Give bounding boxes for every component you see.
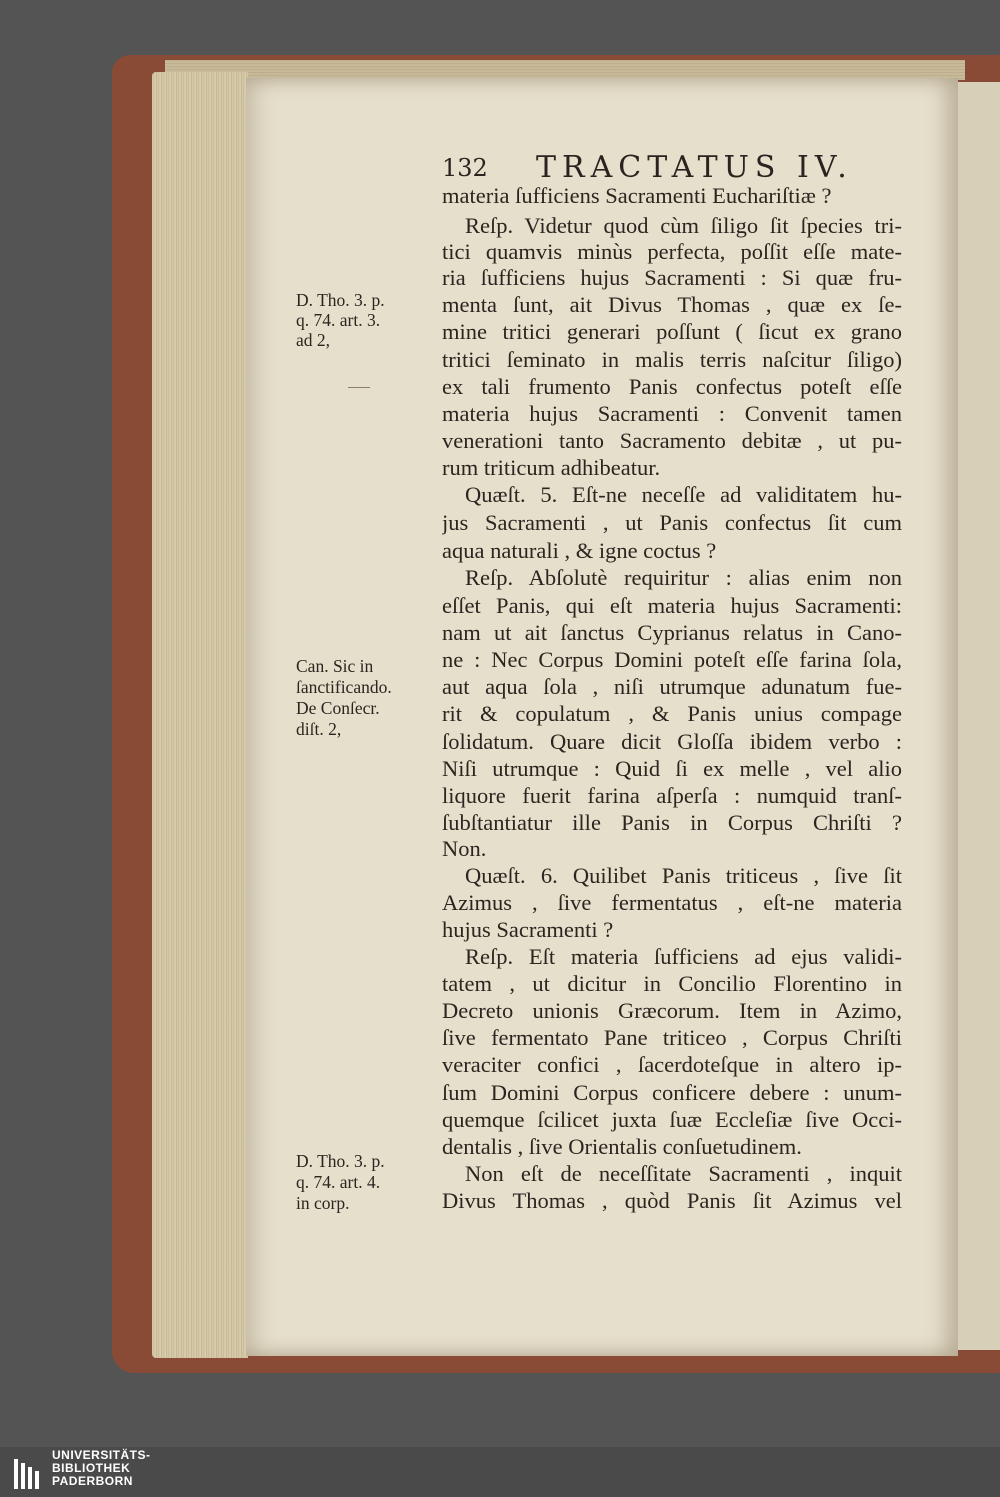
library-name <box>52 1449 151 1488</box>
text-line: Reſp. Eſt materia ſufficiens ad ejus validi- <box>465 944 902 969</box>
library-logo-icon <box>14 1459 44 1489</box>
text-line: tritici ſeminato in malis terris naſcitur ſiligo) <box>442 347 902 372</box>
text-line: Reſp. Videtur quod cùm ſiligo ſit ſpecies tri- <box>465 213 902 238</box>
margin-note: D. Tho. 3. p. <box>296 290 385 310</box>
margin-note: D. Tho. 3. p. <box>296 1151 385 1171</box>
text-line: ſive fermentato Pane triticeo , Corpus Chriſti <box>442 1025 902 1050</box>
text-line: Niſi utrumque : Quid ſi ex melle , vel alio <box>442 756 902 781</box>
text-line: dentalis , ſive Orientalis conſuetudinem. <box>442 1134 802 1159</box>
text-line: aqua naturali , & igne coctus ? <box>442 538 717 563</box>
library-footer <box>0 1447 1000 1497</box>
margin-note: q. 74. art. 4. <box>296 1172 381 1192</box>
text-line: ſubſtantiatur ille Panis in Corpus Chriſti ? <box>442 810 902 835</box>
facing-page-edge <box>952 82 1000 1350</box>
running-title: TRACTATUS IV. <box>536 150 853 185</box>
margin-note: q. 74. art. 3. <box>296 310 381 330</box>
margin-dash <box>348 387 370 388</box>
text-line: rum triticum adhibeatur. <box>442 455 661 480</box>
text-line: eſſet Panis, qui eſt materia hujus Sacramenti: <box>442 593 902 618</box>
page-number: 132 <box>442 154 488 182</box>
margin-note: De Conſecr. <box>296 698 380 718</box>
margin-note: Can. Sic in <box>296 656 374 676</box>
book-page-edges <box>152 72 248 1358</box>
text-line: Reſp. Abſolutè requiritur : alias enim non <box>465 565 902 590</box>
text-line: materia ſufficiens Sacramenti Euchariſtiæ ? <box>442 183 832 208</box>
library-name-line: PADERBORN <box>52 1474 133 1488</box>
margin-note: ſanctificando. <box>296 677 392 697</box>
text-line: tatem , ut dicitur in Concilio Florentino in <box>442 971 902 996</box>
text-line: menta ſunt, ait Divus Thomas , quæ ex ſe- <box>442 292 902 317</box>
text-line: quemque ſcilicet juxta ſuæ Eccleſiæ ſive Occi- <box>442 1107 902 1132</box>
text-line: ne : Nec Corpus Domini poteſt eſſe farina ſola, <box>442 647 902 672</box>
text-line: Non. <box>442 836 487 861</box>
text-line: Non eſt de neceſſitate Sacramenti , inquit <box>465 1161 902 1186</box>
text-line: Quæſt. 5. Eſt-ne neceſſe ad validitatem hu- <box>465 482 902 507</box>
book-top-edge <box>165 60 965 80</box>
text-line: materia hujus Sacramenti : Convenit tamen <box>442 401 902 426</box>
text-line: veraciter confici , ſacerdoteſque in altero ip- <box>442 1052 902 1077</box>
text-line: ſolidatum. Quare dicit Gloſſa ibidem verbo : <box>442 729 902 754</box>
text-line: Divus Thomas , quòd Panis ſit Azimus vel <box>442 1188 902 1213</box>
margin-note: ad 2, <box>296 330 331 350</box>
text-line: rit & copulatum , & Panis unius compage <box>442 701 902 726</box>
text-line: mine tritici generari poſſunt ( ſicut ex grano <box>442 319 902 344</box>
page-header <box>442 150 902 186</box>
text-line: ria ſufficiens hujus Sacramenti : Si quæ fru- <box>442 265 902 290</box>
text-line: Decreto unionis Græcorum. Item in Azimo, <box>442 998 902 1023</box>
text-line: jus Sacramenti , ut Panis confectus ſit cum <box>442 510 902 535</box>
text-line: Azimus , ſive fermentatus , eſt-ne materia <box>442 890 902 915</box>
text-line: hujus Sacramenti ? <box>442 917 614 942</box>
margin-note: in corp. <box>296 1193 350 1213</box>
text-line: Quæſt. 6. Quilibet Panis triticeus , ſive ſit <box>465 863 902 888</box>
text-line: aut aqua ſola , niſi utrumque adunatum fue- <box>442 674 902 699</box>
text-line: liquore fuerit farina aſperſa : numquid tranſ- <box>442 783 902 808</box>
text-line: ex tali frumento Panis confectus poteſt eſſe <box>442 374 902 399</box>
text-line: nam ut ait ſanctus Cyprianus relatus in Cano- <box>442 620 902 645</box>
library-name-line: BIBLIOTHEK <box>52 1461 131 1475</box>
text-line: venerationi tanto Sacramento debitæ , ut pu- <box>442 428 902 453</box>
text-line: ſum Domini Corpus conficere debere : unum- <box>442 1080 902 1105</box>
text-line: tici quamvis minùs perfecta, poſſit eſſe mate- <box>442 239 902 264</box>
margin-note: diſt. 2, <box>296 719 342 739</box>
library-name-line: UNIVERSITÄTS- <box>52 1448 151 1462</box>
